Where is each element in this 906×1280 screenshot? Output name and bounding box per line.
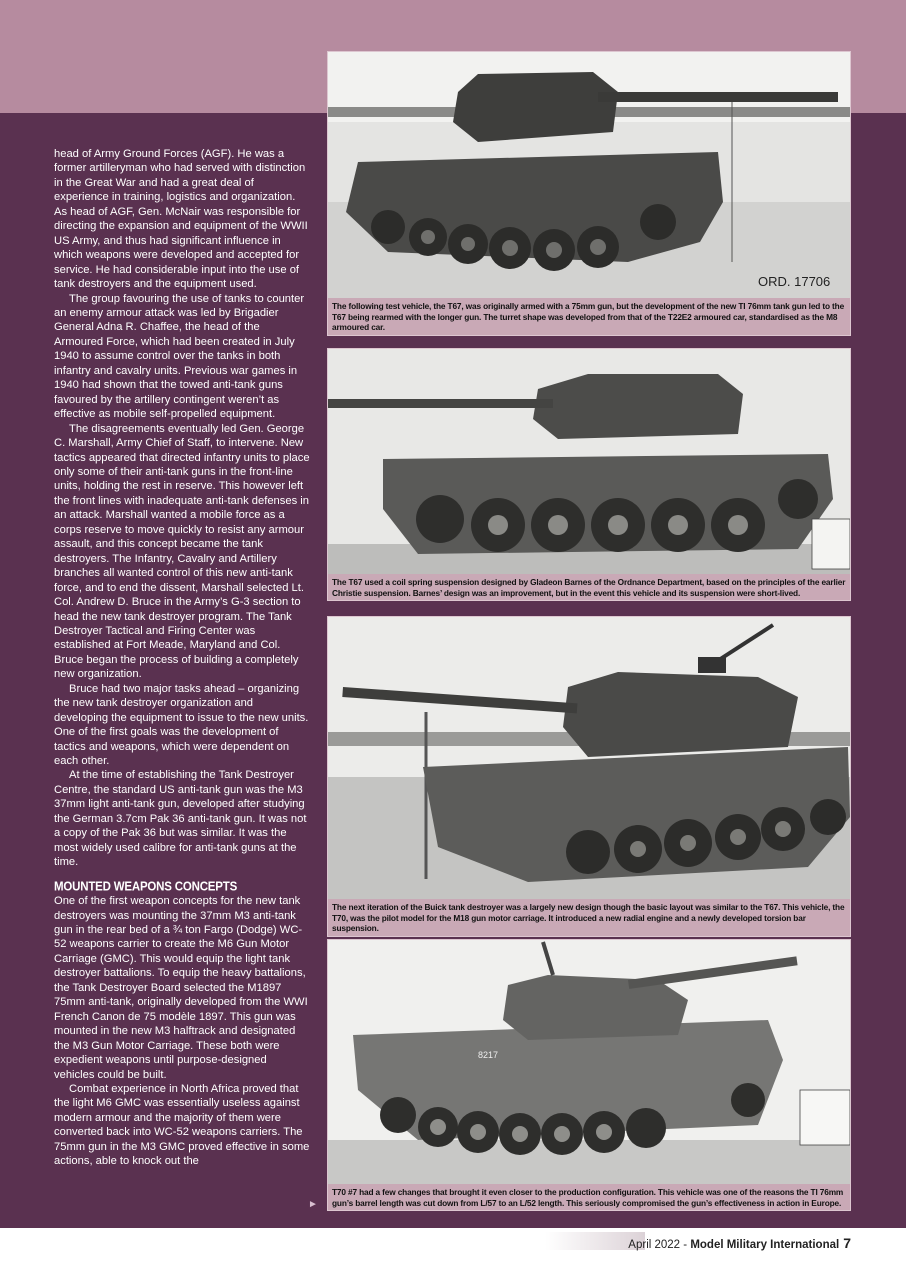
figure-t67-side (327, 348, 851, 601)
tank-photo-t70 (328, 617, 850, 899)
body-paragraph: Combat experience in North Africa proved that the light M6 GMC was essentially useless against modern armour and the majority of them were converted back into WC-52 weapons carriers. The 75mm gun in the M3 GMC proved effective in some actions, able to knock out the (54, 1083, 310, 1168)
tank-photo-t67-rear (328, 52, 850, 298)
footer-date: April 2022 - (628, 1239, 691, 1251)
photo-ord-label: ORD. 17706 (758, 274, 831, 289)
figure-t70-number7 (327, 939, 851, 1211)
figure-caption: The T67 used a coil spring suspension designed by Gladeon Barnes of the Ordnance Department, based on the principles of the earlier Christie suspension. Barnes’ design was an improvement, but in the event this vehicle and its suspension were short-lived. (332, 577, 846, 598)
page-number: 7 (843, 1235, 851, 1251)
figure-caption: The next iteration of the Buick tank destroyer was a largely new design though the basic layout was similar to the T67. This vehicle, the T70, was the pilot model for the M18 gun motor carriage. It introduced a new radial engine and a newly developed torsion bar suspension. (332, 902, 845, 934)
body-paragraph: The group favouring the use of tanks to counter an enemy armour attack was led by Brigadier General Adna R. Chaffee, the head of the Armoured Force, which had been created in July 1940 to assume control over the tanks in both infantry and cavalry units. Previous war games in 1940 had shown that the towed anti-tank guns favoured by the artillery contingent weren’t as effective as mobile self-propelled equipment. (54, 292, 305, 421)
body-paragraph: head of Army Ground Forces (AGF). He was a former artilleryman who had served with distinction in the Great War and had a great deal of experience in training, logistics and organization. As head of AGF, Gen. McNair was responsible for directing the expansion and equipment of the WWII US Army, and thus had significant influence in which weapons were developed and accepted for service. He had considerable input into the use of tank destroyers and the equipment used. (54, 148, 308, 291)
tank-photo-t70-7 (328, 940, 850, 1184)
body-paragraph: The disagreements eventually led Gen. George C. Marshall, Army Chief of Staff, to intervene. New tactics appeared that directed infantry units to place only some of their anti-tank guns in the front-line units, holding the rest in reserve. This however left the front lines with inadequate anti-tank defenses in an attack. Marshall wanted a mobile force as a corps reserve to move quickly to resist any armour assault, and this concept became the tank destroyers. The Infantry, Cavalry and Artillery branches all wanted control of this new anti-tank force, and to end the dissent, Marshall selected Lt. Col. Andrew D. Bruce in the Army’s G-3 section to head the new tank destroyer program. The Tank Destroyer Tactical and Firing Center was established at Fort Meade, Maryland and Col. Bruce began the process of building a completely new organization. (54, 422, 310, 681)
page-footer (628, 1235, 851, 1251)
section-heading: MOUNTED WEAPONS CONCEPTS (54, 879, 238, 894)
hull-number-label: 8217 (478, 1050, 499, 1060)
figure-caption: T70 #7 had a few changes that brought it even closer to the production configuration. This vehicle was one of the reasons the TI 76mm gun’s barrel length was cut down from L/57 to an L/52 length. This seriously compromised the gun’s effectiveness in action in Europe. (332, 1187, 844, 1208)
body-paragraph: One of the first weapon concepts for the new tank destroyers was mounting the 37mm M3 anti-tank gun in the rear bed of a ¾ ton Fargo (Dodge) WC-52 weapons carrier to create the M6 Gun Motor Carriage (GMC). This would equip the light tank destroyer battalions. To equip the heavy battalions, the Tank Destroyer Board selected the M1897 75mm anti-tank, originally developed from the WWI French Canon de 75 modèle 1897. This gun was mounted in the new M3 halftrack and designated the M3 Gun Motor Carriage. These both were expedient weapons until purpose-designed vehicles could be built. (54, 895, 308, 1081)
continue-arrow-icon: ► (308, 1199, 318, 1210)
article-body (54, 147, 310, 1169)
figure-t67-rear (327, 51, 851, 336)
footer-magazine: Model Military International (690, 1239, 840, 1251)
tank-photo-t67-side (328, 349, 850, 574)
figure-caption: The following test vehicle, the T67, was originally armed with a 75mm gun, but the development of the new TI 76mm tank gun led to the T67 being rearmed with the longer gun. The turret shape was developed from that of the T22E2 armoured car, standardised as the M8 armoured car. (332, 301, 845, 333)
body-paragraph: Bruce had two major tasks ahead – organizing the new tank destroyer organization and developing the equipment to issue to the new units. One of the first goals was the development of tactics and weapons, which were dependent on each other. (54, 682, 309, 768)
figure-t70-pilot (327, 616, 851, 937)
body-paragraph: At the time of establishing the Tank Destroyer Centre, the standard US anti-tank gun was the M3 37mm light anti-tank gun, developed after studying the German 3.7cm Pak 36 anti-tank gun. It was not a copy of the Pak 36 but was similar. It was the most widely used calibre for anti-tank guns at the time. (54, 769, 307, 869)
